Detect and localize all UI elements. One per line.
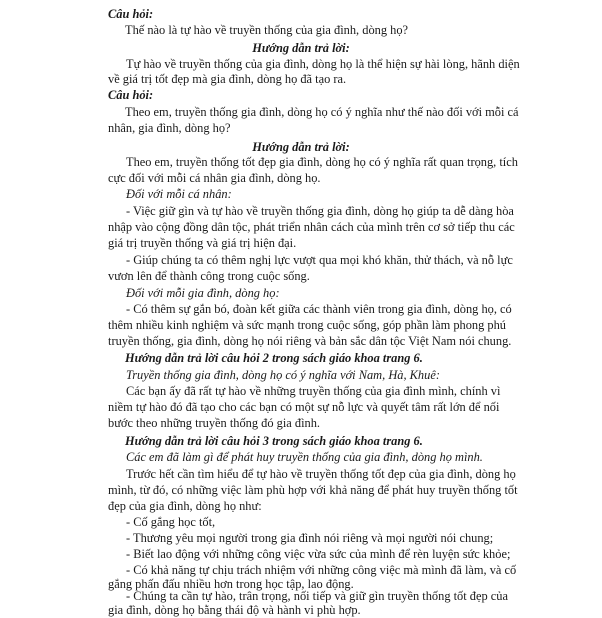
textbook-q2-heading: Hướng dẫn trả lời câu hỏi 2 trong sách giáo khoa trang 6. [125, 351, 423, 365]
family-point-line: - Có thêm sự gắn bó, đoàn kết giữa các thành viên trong gia đình, dòng họ, có [126, 302, 512, 316]
answer-2-intro-line: cực đối với mỗi cá nhân gia đình, dòng họ. [108, 171, 321, 185]
question-2-line: nhân, gia đình, dòng họ? [108, 121, 231, 135]
textbook-q2-subheading: Truyền thống gia đình, dòng họ có ý nghĩa với Nam, Hà, Khuê: [126, 368, 440, 382]
question-heading-2: Câu hỏi: [108, 88, 154, 102]
bullet-item-continued: gia đình, dòng họ bằng thái độ và hành vi phù hợp. [108, 603, 361, 617]
answer-2-intro-line: Theo em, truyền thống tốt đẹp gia đình, dòng họ có ý nghĩa rất quan trọng, tích [126, 155, 518, 169]
family-subheading: Đối với mỗi gia đình, dòng họ: [126, 286, 280, 300]
question-1-text: Thế nào là tự hào về truyền thống của gia đình, dòng họ? [125, 23, 409, 37]
individual-point-line: giá trị truyền thống và giá trị hiện đại. [108, 236, 297, 250]
textbook-q2-answer-line: Các bạn ấy đã rất tự hào về những truyền thống của gia đình mình, chính vì [126, 384, 501, 398]
textbook-q3-intro-line: đẹp của gia đình, dòng họ như: [108, 499, 262, 513]
individual-subheading: Đối với mỗi cá nhân: [126, 187, 232, 201]
textbook-q3-heading: Hướng dẫn trả lời câu hỏi 3 trong sách giáo khoa trang 6. [125, 434, 423, 448]
individual-point-line: - Giúp chúng ta có thêm nghị lực vượt qua mọi khó khăn, thử thách, và nỗ lực [126, 253, 513, 267]
textbook-q2-answer-line: niềm tự hào đó đã tạo cho các bạn có một sự nỗ lực và quyết tâm rất lớn để nối [108, 400, 500, 414]
textbook-q2-answer-line: bước theo những truyền thống đó gia đình. [108, 416, 321, 430]
bullet-item: - Biết lao động với những công việc vừa sức của mình để rèn luyện sức khỏe; [126, 547, 511, 561]
textbook-q3-intro-line: Trước hết cần tìm hiểu để tự hào về truyền thống tốt đẹp của gia đình, dòng họ [126, 467, 516, 481]
bullet-item: - Thương yêu mọi người trong gia đình nói riêng và mọi người nói chung; [126, 531, 494, 545]
individual-point-line: vươn lên để thành công trong cuộc sống. [108, 269, 310, 283]
textbook-q3-subheading: Các em đã làm gì để phát huy truyền thống của gia đình, dòng họ mình. [126, 450, 483, 464]
individual-point-line: nhập vào cộng đồng dân tộc, phát triển nhân cách của mình trên cơ sở tiếp thu các [108, 220, 515, 234]
bullet-item-continued: gắng phấn đấu nhiều hơn trong học tập, lao động. [108, 577, 354, 591]
textbook-q3-intro-line: mình, từ đó, có những việc làm phù hợp với khả năng để phát huy truyền thống tốt [108, 483, 518, 497]
answer-guide-heading-1: Hướng dẫn trả lời: [252, 41, 350, 55]
question-heading-1: Câu hỏi: [108, 7, 154, 21]
answer-guide-heading-2: Hướng dẫn trả lời: [252, 140, 350, 154]
family-point-line: truyền thống, gia đình, dòng họ nói riêng và bản sắc dân tộc Việt Nam nói chung. [108, 334, 512, 348]
answer-1-line: về giá trị tốt đẹp mà gia đình, dòng họ đã tạo ra. [108, 72, 347, 86]
bullet-item: - Chúng ta cần tự hào, trân trọng, nối tiếp và giữ gìn truyền thống tốt đẹp của [126, 589, 508, 603]
bullet-item: - Cố gắng học tốt, [126, 515, 216, 529]
question-2-line: Theo em, truyền thống gia đình, dòng họ có ý nghĩa như thế nào đối với mỗi cá [125, 105, 519, 119]
individual-point-line: - Việc giữ gìn và tự hào về truyền thống gia đình, dòng họ giúp ta dễ dàng hòa [126, 204, 514, 218]
bullet-item: - Có khả năng tự chịu trách nhiệm với những công việc mà mình đã làm, và cố [126, 563, 517, 577]
family-point-line: thêm nhiều kinh nghiệm và sức mạnh trong cuộc sống, góp phần làm phong phú [108, 318, 506, 332]
answer-1-line: Tự hào về truyền thống của gia đình, dòng họ là thể hiện sự hài lòng, hãnh diện [126, 57, 520, 71]
